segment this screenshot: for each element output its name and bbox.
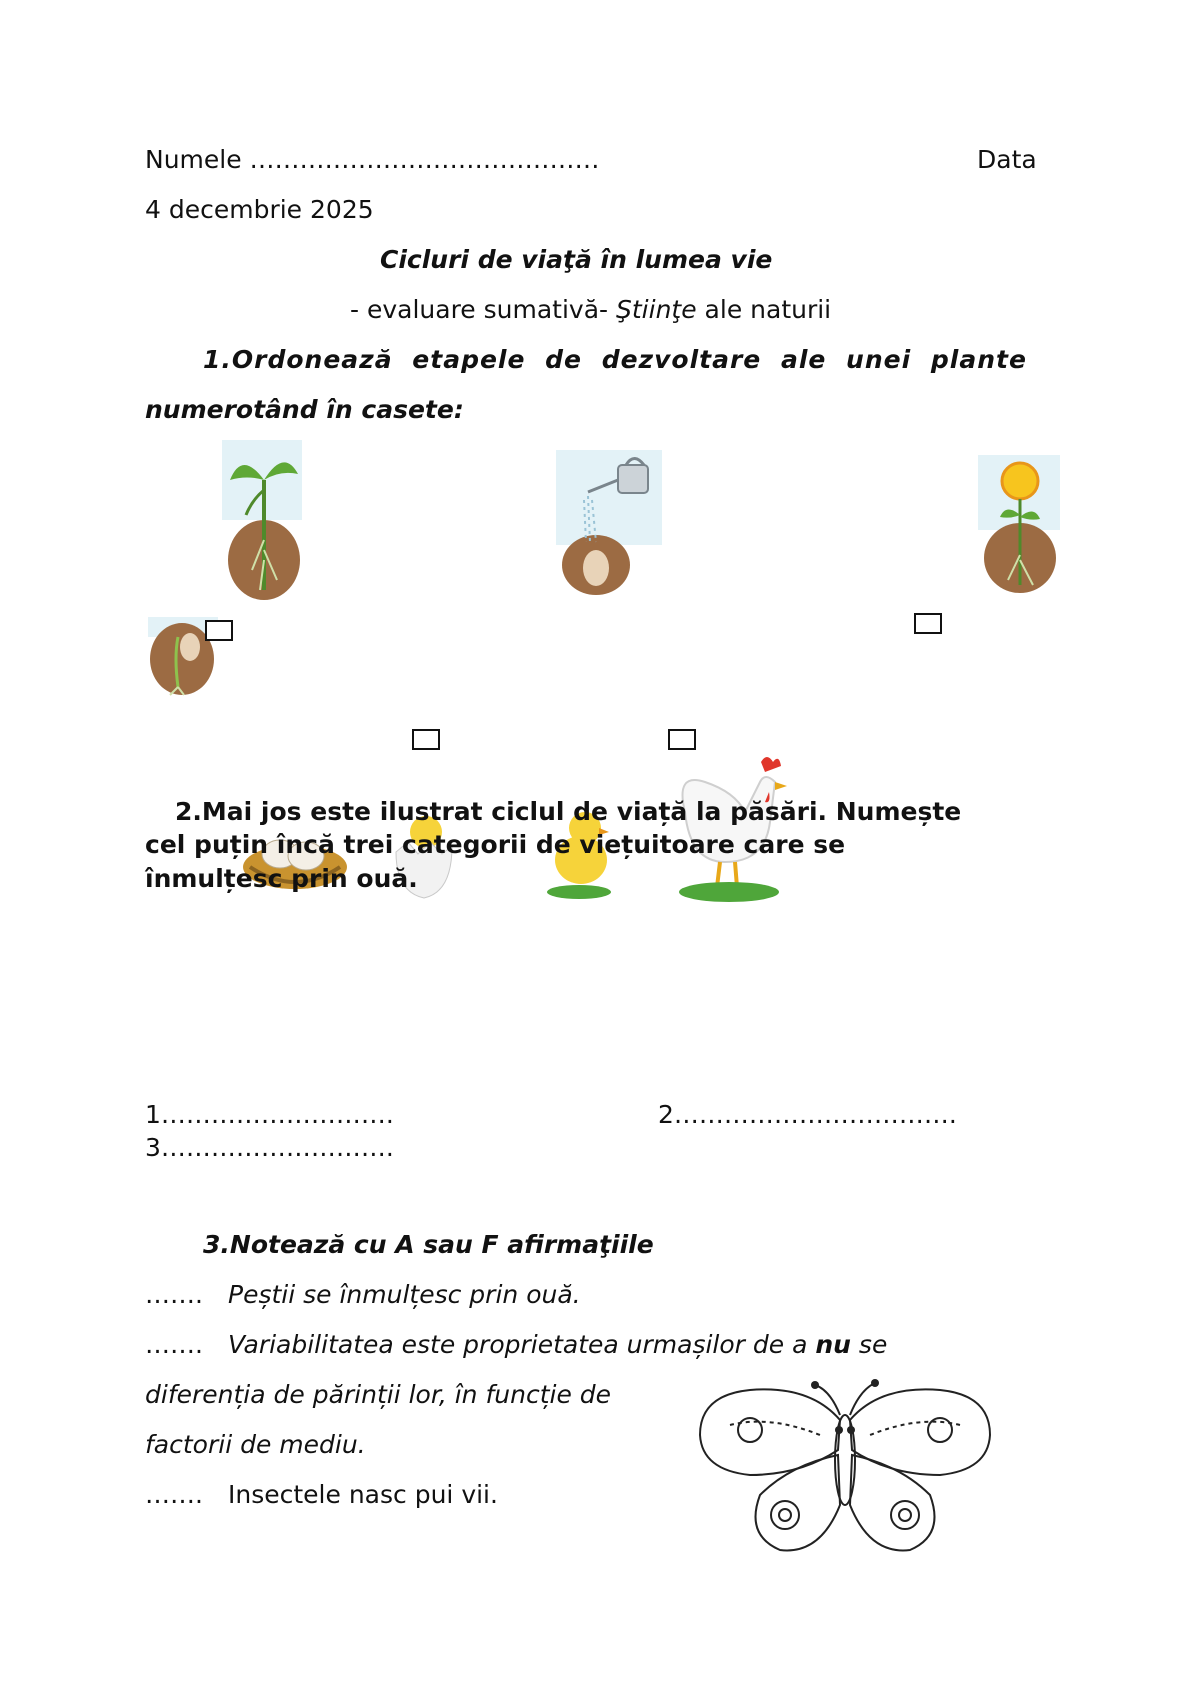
subtitle-prefix: - evaluare sumativă- — [350, 295, 617, 324]
page-title: Cicluri de viaţă în lumea vie — [380, 245, 773, 274]
number-box-1[interactable] — [205, 620, 233, 641]
subtitle-suffix: ale naturii — [696, 295, 832, 324]
q3-item2-part-a: Variabilitatea este proprietatea urmașilor de a — [228, 1330, 816, 1359]
number-box-4[interactable] — [668, 729, 696, 750]
q3-item3-dots[interactable]: ……. — [145, 1480, 203, 1509]
answer-line-2[interactable]: 2……………………………. — [658, 1100, 957, 1129]
q3-item2-line3: factorii de mediu. — [145, 1430, 366, 1459]
q1-line2: numerotând în casete: — [145, 395, 464, 424]
date-value: 4 decembrie 2025 — [145, 195, 374, 224]
date-label: Data — [977, 145, 1037, 174]
number-box-2[interactable] — [914, 613, 942, 634]
q2-line1: 2.Mai jos este ilustrat ciclul de viață la păsări. Numește — [175, 797, 962, 826]
q3-item2-bold: nu — [815, 1330, 851, 1359]
q2-line3: înmulțesc prin ouă. — [145, 864, 418, 893]
q3-item3-text: Insectele nasc pui vii. — [228, 1480, 498, 1509]
plant-grown-icon — [222, 440, 302, 600]
answer-line-1[interactable]: 1………………………. — [145, 1100, 394, 1129]
butterfly-icon — [690, 1375, 1000, 1565]
number-box-3[interactable] — [412, 729, 440, 750]
answer-line-3[interactable]: 3………………………. — [145, 1133, 394, 1162]
q3-title: 3.Notează cu A sau F afirmaţiile — [203, 1230, 654, 1259]
plant-flower-icon — [978, 455, 1060, 595]
subtitle-italic: Ştiinţe — [616, 295, 697, 324]
q3-item2-text — [228, 1330, 887, 1359]
q3-item2-line2: diferenția de părinții lor, în funcție de — [145, 1380, 612, 1409]
name-field[interactable]: Numele …………………………………… — [145, 145, 600, 174]
hen-icon — [665, 752, 790, 904]
subtitle — [350, 295, 831, 324]
q3-item2-dots[interactable]: ……. — [145, 1330, 203, 1359]
q1-line1: 1.Ordonează etapele de dezvoltare ale unei plante — [203, 345, 1027, 374]
watering-can-icon — [556, 450, 662, 598]
q3-item1-text: Peștii se înmulțesc prin ouă. — [228, 1280, 581, 1309]
q2-line2: cel puțin încă trei categorii de viețuitoare care se — [145, 830, 846, 859]
q3-item1-dots[interactable]: ……. — [145, 1280, 203, 1309]
q3-item2-part-b: se — [850, 1330, 888, 1359]
